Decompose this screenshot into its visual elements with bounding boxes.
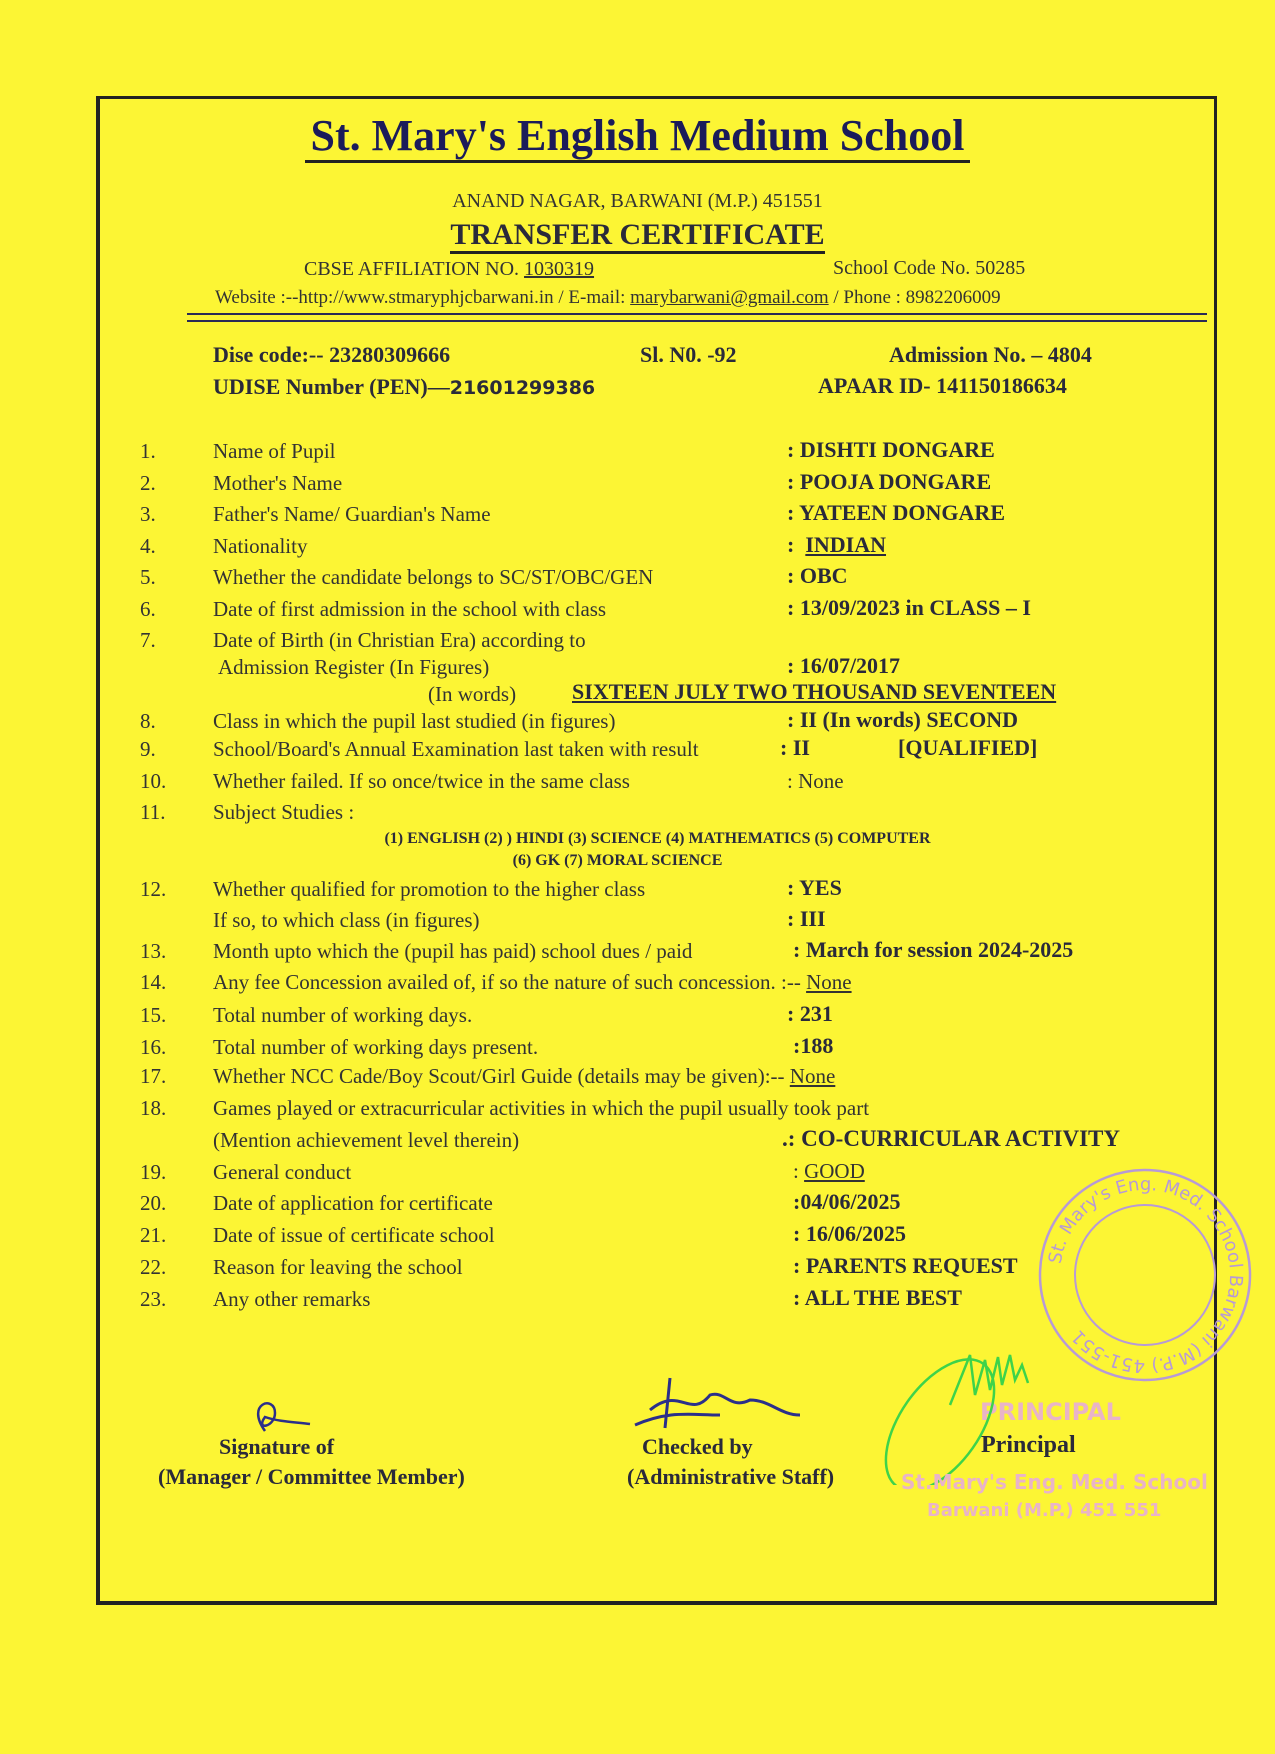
- field-label: Subject Studies :: [213, 800, 355, 824]
- field-label: Whether failed. If so once/twice in the same class: [213, 769, 630, 793]
- principal-stamp: PRINCIPAL: [980, 1398, 1121, 1426]
- dues-paid: : March for session 2024-2025: [793, 937, 1074, 962]
- field-number: 2.: [140, 471, 156, 495]
- field-number: 14.: [140, 970, 167, 994]
- school-address: ANAND NAGAR, BARWANI (M.P.) 451551: [452, 190, 823, 212]
- field-label: General conduct: [213, 1160, 352, 1184]
- promotion-qualified: : YES: [787, 875, 842, 900]
- field-number: 3.: [140, 502, 156, 526]
- principal-signature-icon: [880, 1345, 1030, 1485]
- promoted-class: : III: [787, 906, 826, 931]
- field-label: Any fee Concession availed of, if so the nature of such concession. :-- None: [213, 970, 852, 994]
- manager-signature-icon: [235, 1395, 315, 1435]
- field-number: 11.: [140, 800, 166, 824]
- subjects-list: (6) GK (7) MORAL SCIENCE: [512, 852, 723, 869]
- field-number: 21.: [140, 1223, 167, 1247]
- field-label: (In words): [428, 682, 517, 706]
- manager-signature-label: Signature of: [219, 1434, 335, 1459]
- field-label: School/Board's Annual Examination last taken with result: [213, 737, 699, 761]
- divider: [187, 313, 1207, 315]
- staff-signature-icon: [630, 1370, 810, 1432]
- contact-line: Website :--http://www.stmaryphjcbarwani.in / E-mail: marybarwani@gmail.com / Phone : 8982206009: [215, 287, 1001, 308]
- application-date: :04/06/2025: [793, 1189, 901, 1214]
- field-number: 16.: [140, 1035, 167, 1059]
- field-number: 10.: [140, 769, 167, 793]
- field-label: Total number of working days.: [213, 1003, 473, 1027]
- exam-result: [QUALIFIED]: [898, 735, 1038, 760]
- svg-text:St. Mary's Eng. Med. School Ba: St. Mary's Eng. Med. School Barwani (M.P.) 451-551: [1044, 1173, 1247, 1377]
- field-number: 6.: [140, 597, 156, 621]
- leaving-reason: : PARENTS REQUEST: [793, 1253, 1018, 1278]
- field-number: 7.: [140, 628, 156, 652]
- apaar-id: APAAR ID- 141150186634: [818, 373, 1067, 398]
- field-number: 19.: [140, 1160, 167, 1184]
- field-number: 20.: [140, 1191, 167, 1215]
- manager-signature-title: (Manager / Committee Member): [158, 1464, 465, 1489]
- administrative-staff-label: (Administrative Staff): [627, 1464, 835, 1489]
- exam-class: : II: [780, 735, 810, 760]
- field-label: Admission Register (In Figures): [218, 655, 490, 679]
- field-number: 4.: [140, 534, 156, 558]
- father-name: : YATEEN DONGARE: [787, 500, 1005, 525]
- school-code: School Code No. 50285: [833, 257, 1026, 279]
- school-stamp-name: St.Mary's Eng. Med. School: [901, 1470, 1208, 1494]
- field-label: Reason for leaving the school: [213, 1255, 463, 1279]
- admission-number: Admission No. – 4804: [889, 342, 1092, 367]
- field-label: Games played or extracurricular activities in which the pupil usually took part: [213, 1096, 870, 1120]
- field-label: Month upto which the (pupil has paid) school dues / paid: [213, 939, 693, 963]
- field-label: (Mention achievement level therein): [213, 1128, 520, 1152]
- field-label: Mother's Name: [213, 471, 343, 495]
- mother-name: : POOJA DONGARE: [787, 469, 992, 494]
- field-number: 9.: [140, 737, 156, 761]
- field-number: 22.: [140, 1255, 167, 1279]
- field-number: 5.: [140, 565, 156, 589]
- field-number: 13.: [140, 939, 167, 963]
- ncc-details: None: [789, 1064, 836, 1088]
- field-label: Date of first admission in the school with class: [213, 597, 607, 621]
- school-round-stamp: [1032, 1162, 1262, 1392]
- last-class: : II (In words) SECOND: [787, 707, 1019, 732]
- field-number: 23.: [140, 1287, 167, 1311]
- field-label: Whether NCC Cade/Boy Scout/Girl Guide (details may be given):-- None: [213, 1064, 836, 1088]
- certificate-title: TRANSFER CERTIFICATE: [0, 218, 1275, 252]
- divider: [187, 320, 1207, 322]
- pupil-name: : DISHTI DONGARE: [787, 437, 995, 462]
- remarks: : ALL THE BEST: [793, 1285, 962, 1310]
- issue-date: : 16/06/2025: [793, 1221, 907, 1246]
- days-present: :188: [793, 1033, 834, 1058]
- field-number: 8.: [140, 709, 156, 733]
- nationality: : INDIAN: [787, 532, 887, 557]
- first-admission: : 13/09/2023 in CLASS – I: [787, 595, 1031, 620]
- field-label: If so, to which class (in figures): [213, 908, 480, 932]
- field-label: Date of Birth (in Christian Era) according to: [213, 628, 586, 652]
- working-days: : 231: [787, 1001, 833, 1026]
- school-stamp-address: Barwani (M.P.) 451 551: [927, 1500, 1162, 1521]
- school-name: St. Mary's English Medium School: [0, 110, 1275, 161]
- field-number: 17.: [140, 1064, 167, 1088]
- field-label: Total number of working days present.: [213, 1035, 539, 1059]
- dise-code: Dise code:-- 23280309666: [213, 342, 451, 367]
- date-of-birth: : 16/07/2017: [787, 653, 901, 678]
- fee-concession: None: [806, 970, 852, 994]
- serial-number: Sl. N0. -92: [640, 342, 737, 367]
- checked-by-label: Checked by: [642, 1434, 753, 1459]
- email-link[interactable]: marybarwani@gmail.com: [630, 287, 829, 308]
- field-number: 15.: [140, 1003, 167, 1027]
- principal-label: Principal: [981, 1432, 1076, 1458]
- field-label: Name of Pupil: [213, 439, 336, 463]
- cbse-affiliation: CBSE AFFILIATION NO. 1030319: [304, 258, 595, 280]
- field-label: Class in which the pupil last studied (in figures): [213, 709, 616, 733]
- field-number: 1.: [140, 439, 156, 463]
- subjects-list: (1) ENGLISH (2) ) HINDI (3) SCIENCE (4) MATHEMATICS (5) COMPUTER: [384, 830, 931, 847]
- field-label: Father's Name/ Guardian's Name: [213, 502, 491, 526]
- dob-in-words: SIXTEEN JULY TWO THOUSAND SEVENTEEN: [572, 679, 1057, 704]
- field-label: Date of issue of certificate school: [213, 1223, 495, 1247]
- activities: .: CO-CURRICULAR ACTIVITY: [782, 1126, 1120, 1151]
- failed-status: : None: [787, 769, 844, 793]
- field-label: Whether the candidate belongs to SC/ST/OBC/GEN: [213, 565, 654, 589]
- field-label: Any other remarks: [213, 1287, 371, 1311]
- udise-number: UDISE Number (PEN)—21601299386: [213, 374, 596, 399]
- category: : OBC: [787, 563, 848, 588]
- field-label: Whether qualified for promotion to the higher class: [213, 877, 646, 901]
- field-label: Nationality: [213, 534, 308, 558]
- field-label: Date of application for certificate: [213, 1191, 493, 1215]
- general-conduct: : GOOD: [793, 1159, 865, 1183]
- field-number: 12.: [140, 877, 167, 901]
- field-number: 18.: [140, 1096, 167, 1120]
